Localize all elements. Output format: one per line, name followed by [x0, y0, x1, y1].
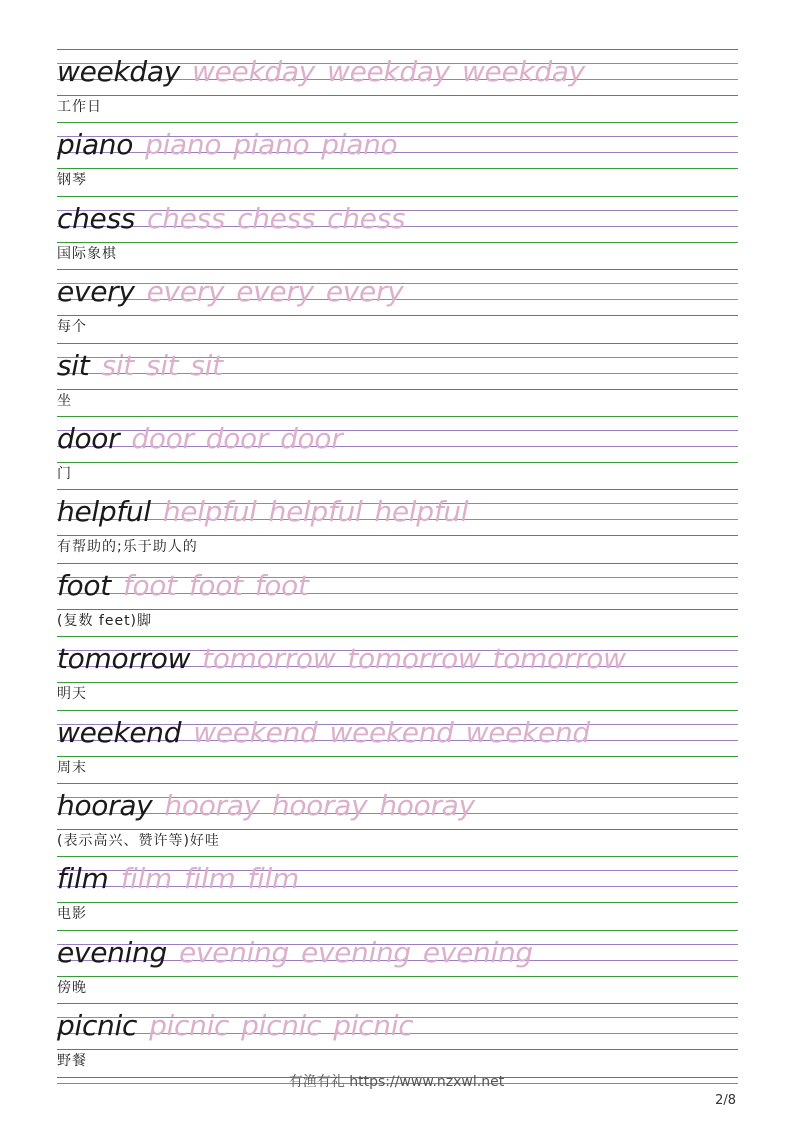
vocab-word: every: [57, 275, 135, 309]
guide-line: [57, 756, 738, 757]
word-entry: [57, 122, 738, 195]
trace-word: every: [325, 275, 404, 309]
word-meaning: 周末: [57, 759, 87, 776]
trace-word: picnic: [241, 1009, 322, 1043]
word-row: [57, 639, 626, 679]
trace-word: weekend: [329, 715, 454, 749]
word-row: [57, 199, 405, 239]
trace-word: helpful: [268, 495, 363, 529]
vocab-word: picnic: [57, 1009, 138, 1043]
trace-word: film: [184, 862, 236, 896]
trace-word: weekday: [191, 55, 315, 88]
guide-line: [57, 49, 738, 50]
vocab-word: door: [57, 422, 120, 455]
guide-line: [57, 168, 738, 169]
trace-word: foot: [188, 568, 243, 602]
guide-line: [57, 535, 738, 536]
trace-word: piano: [233, 128, 310, 162]
trace-word: evening: [178, 935, 289, 969]
page-number: 2/8: [715, 1093, 736, 1108]
trace-word: weekday: [461, 55, 585, 88]
trace-word: tomorrow: [492, 642, 626, 676]
trace-word: chess: [147, 201, 226, 235]
guide-line: [57, 930, 738, 931]
guide-line: [57, 976, 738, 977]
trace-word: weekend: [465, 715, 590, 749]
vocab-word: hooray: [57, 789, 153, 822]
vocab-word: sit: [57, 348, 90, 382]
vocab-word: helpful: [57, 495, 151, 529]
trace-word: sit: [190, 348, 223, 382]
trace-word: weekday: [326, 55, 450, 88]
word-row: [57, 492, 468, 532]
trace-word: chess: [237, 201, 316, 235]
word-entry: [57, 710, 738, 783]
trace-word: piano: [145, 128, 222, 162]
vocab-word: weekend: [57, 715, 182, 749]
word-row: [57, 272, 403, 312]
word-entry: [57, 636, 738, 709]
guide-line: [57, 95, 738, 96]
trace-word: sit: [101, 348, 134, 382]
vocab-word: chess: [57, 201, 136, 235]
guide-line: [57, 462, 738, 463]
guide-line: [57, 609, 738, 610]
trace-word: weekend: [193, 715, 318, 749]
guide-line: [57, 563, 738, 564]
word-row: [57, 1006, 413, 1046]
guide-line: [57, 902, 738, 903]
vocab-word: weekday: [57, 55, 180, 88]
trace-word: every: [236, 275, 314, 309]
guide-line: [57, 783, 738, 784]
word-entry: [57, 856, 738, 929]
trace-word: chess: [327, 201, 406, 235]
vocab-word: tomorrow: [57, 642, 191, 676]
word-row: [57, 52, 585, 92]
footer-text: 有渔有礼 https://www.nzxwl.net: [288, 1074, 505, 1090]
word-entry: [57, 196, 738, 269]
word-meaning: 每个: [57, 319, 87, 336]
trace-word: sit: [145, 348, 179, 382]
word-entry: [57, 930, 738, 1003]
word-meaning: 门: [57, 466, 72, 482]
word-entry: [57, 343, 738, 416]
word-entry: [57, 563, 738, 636]
word-row: [57, 346, 223, 386]
word-row: [57, 419, 342, 459]
trace-word: evening: [422, 935, 533, 969]
guide-line: [57, 682, 738, 683]
word-entry: [57, 416, 738, 489]
guide-line: [57, 196, 738, 197]
guide-line: [57, 242, 738, 243]
word-entry: [57, 49, 738, 122]
word-meaning: 野餐: [57, 1053, 87, 1070]
word-entry: [57, 269, 738, 342]
trace-word: film: [120, 862, 172, 896]
word-row: [57, 125, 397, 165]
word-meaning: 电影: [57, 906, 87, 923]
guide-line: [57, 416, 738, 417]
vocab-word: film: [57, 862, 109, 896]
trace-word: door: [280, 422, 343, 455]
trace-word: hooray: [271, 789, 368, 822]
guide-line: [57, 1049, 738, 1050]
word-meaning: 钢琴: [57, 172, 87, 189]
trace-word: piano: [321, 128, 398, 162]
guide-line: [57, 122, 738, 123]
vocab-word: evening: [57, 935, 167, 969]
trace-word: door: [131, 422, 194, 455]
word-row: [57, 786, 475, 826]
trace-word: picnic: [149, 1009, 230, 1043]
trace-word: helpful: [374, 495, 469, 529]
trace-word: foot: [254, 568, 309, 602]
guide-line: [57, 343, 738, 344]
word-meaning: 坐: [57, 392, 72, 409]
trace-word: tomorrow: [347, 642, 481, 676]
trace-word: picnic: [333, 1009, 414, 1043]
trace-word: tomorrow: [202, 642, 336, 676]
guide-line: [57, 829, 738, 830]
guide-line: [57, 636, 738, 637]
word-meaning: 傍晚: [57, 979, 87, 996]
trace-word: foot: [122, 568, 177, 602]
trace-word: door: [205, 422, 269, 455]
trace-word: helpful: [162, 495, 257, 529]
word-entry: [57, 489, 738, 562]
word-row: [57, 933, 533, 973]
trace-word: evening: [300, 935, 411, 969]
guide-line: [57, 1003, 738, 1004]
word-entry: [57, 1003, 738, 1076]
guide-line: [57, 489, 738, 490]
guide-line: [57, 315, 738, 316]
word-meaning: (表示高兴、赞许等)好哇: [57, 833, 220, 849]
trace-word: every: [146, 275, 225, 309]
guide-line: [57, 856, 738, 857]
trace-word: hooray: [379, 789, 475, 822]
word-row: [57, 859, 299, 899]
guide-line: [57, 269, 738, 270]
trace-word: film: [247, 862, 299, 896]
guide-line: [57, 710, 738, 711]
vocab-word: foot: [57, 568, 111, 602]
word-row: [57, 566, 309, 606]
guide-line: [57, 389, 738, 390]
vocab-word: piano: [57, 128, 134, 162]
trace-word: hooray: [164, 789, 260, 822]
word-meaning: 工作日: [57, 99, 102, 115]
word-meaning: 明天: [57, 686, 87, 703]
word-meaning: (复数 feet)脚: [57, 612, 153, 629]
word-meaning: 国际象棋: [57, 245, 117, 262]
word-meaning: 有帮助的;乐于助人的: [57, 539, 198, 556]
word-row: [57, 713, 590, 753]
word-entry: [57, 783, 738, 856]
